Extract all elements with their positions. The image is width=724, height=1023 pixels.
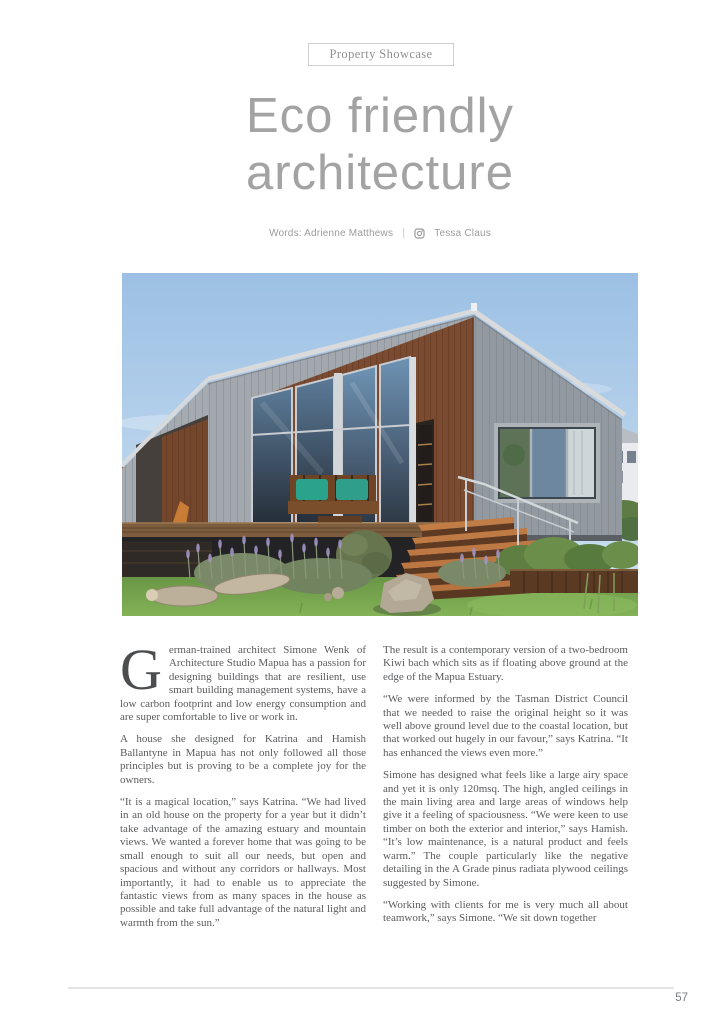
paragraph-text: “We were informed by the Tasman District Council that we needed to raise the original height so it was well above ground level due to the coastal location, but that worked out hugely in our favour,” says Katrina. “It has enhanced the views even more.” (383, 693, 628, 759)
paragraph (383, 644, 628, 684)
article-title (104, 88, 656, 202)
page-number: 57 (675, 992, 688, 1004)
byline-separator: | (402, 227, 406, 239)
paragraph-text: erman-trained architect Simone Wenk of Architecture Studio Mapua has a passion for designing buildings that are resilient, use smart building management systems, have a low carbon footprint and low energy consumption and are super comfortable to live or work in. (120, 644, 366, 724)
hero-photo (122, 273, 638, 616)
paragraph (120, 796, 366, 930)
paragraph (383, 899, 628, 926)
footer-rule (68, 987, 674, 989)
byline-photographer: Tessa Claus (434, 227, 491, 239)
paragraph (120, 733, 366, 787)
paragraph (120, 637, 366, 724)
paragraph-text: A house she designed for Katrina and Hamish Ballantyne in Mapua has not only followed all those principles but is proving to be a complete joy for the owners. (120, 733, 366, 786)
instagram-camera-icon (414, 228, 425, 239)
section-badge-label: Property Showcase (329, 47, 433, 61)
paragraph-text: The result is a contemporary version of a two-bedroom Kiwi bach which sits as if floating above ground at the edge of the Mapua Estuary. (383, 644, 628, 683)
byline (104, 227, 656, 239)
paragraph (383, 693, 628, 760)
byline-author: Words: Adrienne Matthews (269, 227, 394, 239)
section-badge (308, 43, 454, 66)
paragraph-text: “It is a magical location,” says Katrina. “We had lived in an old house on the property for a year but it didn’t take advantage of the amazing estuary and mountain views. We wanted a forever home that was going to be small enough to suit all our needs, but open and spacious and without any corridors or hallways. Most importantly, it had to enable us to appreciate the fantastic views from as many spaces in the house as possible and take full advantage of the natural light and warmth from the sun.” (120, 796, 366, 929)
side-window (494, 423, 600, 503)
drop-cap: G (120, 637, 162, 702)
title-line-1: Eco friendly (245, 89, 514, 143)
paragraph-text: “Working with clients for me is very much all about teamwork,” says Simone. “We sit down together (383, 898, 628, 925)
article-column-left (120, 637, 366, 939)
paragraph (383, 769, 628, 890)
title-line-2: architecture (245, 146, 514, 200)
article-column-right (383, 644, 628, 935)
house-photo-illustration (122, 273, 638, 616)
paragraph-text: Simone has designed what feels like a large airy space and yet it is only 120msq. The high, angled ceilings in the main living area and large areas of windows help give it a feeling of spaciousness. “We were keen to use timber on both the exterior and interior,” says Hamish. “It’s low maintenance, is a natural product and feels warm.” The couple particularly like the negative detailing in the A Grade pinus radiata plywood ceilings suggested by Simone. (383, 769, 628, 889)
